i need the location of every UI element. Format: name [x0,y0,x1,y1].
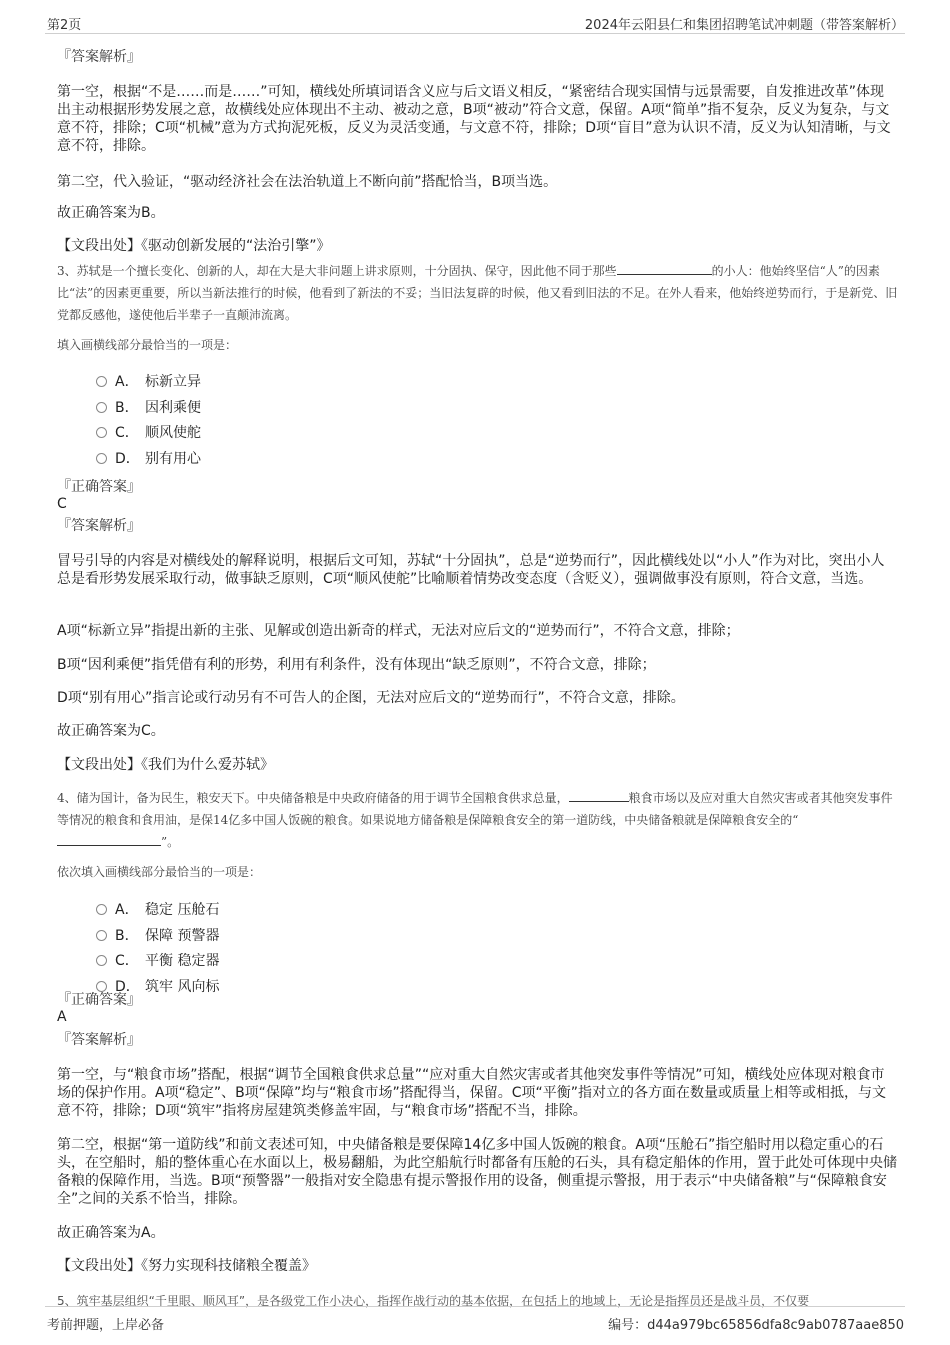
conclusion: 故正确答案为C。 [57,723,165,739]
question-prompt: 依次填入画横线部分最恰当的一项是： [57,865,262,879]
radio-button[interactable] [96,376,107,387]
option-c[interactable]: C． 顺风使舵 [96,423,201,443]
correct-answer: C [57,496,67,512]
source-citation: 【文段出处】《驱动创新发展的“法治引擎”》 [57,238,331,254]
analysis-paragraph: 第一空，根据“不是……而是……”可知，横线处所填词语含义应与后文语义相反，“紧密结合现实国情与远景需要，自发推进改革”体现出主动根据形势发展之意，故横线处应体现出不主动、被动之意，B项“被动”符合文意，保留。A项“简单”指不复杂，反义为复杂，与文意不符，排除；C项“机械”意为方式拘泥死板，反义为灵活变通，与文意不符，排除；D项“盲目”意为认识不清，反义为认知清晰，与文意不符，排除。 [57,84,891,154]
fill-blank [617,262,712,275]
option-d[interactable]: D． 筑牢 风向标 [96,977,219,997]
question-prompt: 填入画横线部分最恰当的一项是： [57,338,238,352]
option-d[interactable]: D． 别有用心 [96,449,201,469]
analysis-paragraph: B项“因利乘便”指凭借有利的形势，利用有利条件，没有体现出“缺乏原则”，不符合文意，排除； [57,657,656,673]
correct-answer: A [57,1009,67,1025]
correct-answer-label: 『正确答案』 [57,992,141,1008]
radio-button[interactable] [96,955,107,966]
question-stem: 4、储为国计，备为民生，粮安天下。中央储备粮是中央政府储备的用于调节全国粮食供求总量， 粮食市场以及应对重大自然灾害或者其他突发事件等情况的粮食和食用油，是保14亿多中国人饭碗的粮食。如果说地方储备粮是保障粮食安全的第一道防线，中央储备粮就是保障粮食安全的“”。 [57,791,893,849]
footer-slogan: 考前押题，上岸必备 [47,1318,165,1333]
radio-button[interactable] [96,930,107,941]
fill-blank [569,789,629,802]
radio-button[interactable] [96,904,107,915]
option-a[interactable]: A． 稳定 压舱石 [96,900,219,920]
option-b[interactable]: B． 因利乘便 [96,398,201,418]
header-divider [45,33,905,34]
document-code: 编号：d44a979bc65856dfa8c9ab0787aae850 [608,1318,904,1333]
radio-button[interactable] [96,981,107,992]
conclusion: 故正确答案为B。 [57,205,165,221]
analysis-paragraph: 第一空，与“粮食市场”搭配，根据“调节全国粮食供求总量”“应对重大自然灾害或者其他突发事件等情况”可知，横线处应体现对粮食市场的保护作用。A项“稳定”、B项“保障”均与“粮食市场”搭配得当，保留。C项“平衡”指对立的各方面在数量或质量上相等或相抵，与文意不符，排除；D项“筑牢”指将房屋建筑类修盖牢固，与“粮食市场”搭配不当，排除。 [57,1067,886,1119]
radio-button[interactable] [96,453,107,464]
analysis-label: 『答案解析』 [57,49,141,65]
source-citation: 【文段出处】《我们为什么爱苏轼》 [57,757,274,773]
footer-divider [45,1306,905,1307]
analysis-paragraph: 第二空，代入验证，“驱动经济社会在法治轨道上不断向前”搭配恰当，B项当选。 [57,174,558,190]
source-citation: 【文段出处】《努力实现科技储粮全覆盖》 [57,1258,316,1274]
document-title: 2024年云阳县仁和集团招聘笔试冲刺题（带答案解析） [584,18,904,33]
analysis-label: 『答案解析』 [57,1032,141,1048]
analysis-label: 『答案解析』 [57,518,141,534]
next-question-cutoff: 5、筑牢基层组织“千里眼、顺风耳”，是各级党工作小决心，指挥作战行动的基本依据，在包括上的地域上，无论是指挥员还是战斗员，不仅要 [57,1294,810,1308]
conclusion: 故正确答案为A。 [57,1225,165,1241]
fill-blank [57,833,161,846]
option-b[interactable]: B． 保障 预警器 [96,926,219,946]
correct-answer-label: 『正确答案』 [57,479,141,495]
option-a[interactable]: A． 标新立异 [96,372,201,392]
analysis-paragraph: D项“别有用心”指言论或行动另有不可告人的企图，无法对应后文的“逆势而行”，不符合文意，排除。 [57,690,685,706]
option-c[interactable]: C． 平衡 稳定器 [96,951,219,971]
question-stem: 3、苏轼是一个擅长变化、创新的人，却在大是大非问题上讲求原则，十分固执、保守，因此他不同于那些 的小人：他始终坚信“人”的因素比“法”的因素更重要，所以当新法推行的时候，他看到了新法的不妥；当旧法复辟的时候，他又看到旧法的不足。在外人看来，他始终逆势而行，于是新党、旧党都反感他，遂使他后半辈子一直颠沛流离。 [57,264,898,322]
radio-button[interactable] [96,402,107,413]
analysis-paragraph: 第二空，根据“第一道防线”和前文表述可知，中央储备粮是要保障14亿多中国人饭碗的粮食。A项“压舱石”指空船时用以稳定重心的石头，在空船时，船的整体重心在水面以上，极易翻船，为此空船航行时都备有压舱的石头，具有稳定船体的作用，置于此处可体现中央储备粮的保障作用，当选。B项“预警器”一般指对安全隐患有提示警报作用的设备，侧重提示警报，用于表示“中央储备粮”与“保障粮食安全”之间的关系不恰当，排除。 [57,1137,897,1207]
radio-button[interactable] [96,427,107,438]
analysis-paragraph: 冒号引导的内容是对横线处的解释说明，根据后文可知，苏轼“十分固执”，总是“逆势而行”，因此横线处以“小人”作为对比，突出小人总是看形势发展采取行动，做事缺乏原则，C项“顺风使舵”比喻顺着情势改变态度（含贬义），强调做事没有原则，符合文意，当选。 [57,553,885,587]
page-number: 第2页 [47,18,82,33]
analysis-paragraph: A项“标新立异”指提出新的主张、见解或创造出新奇的样式，无法对应后文的“逆势而行”，不符合文意，排除； [57,623,740,639]
